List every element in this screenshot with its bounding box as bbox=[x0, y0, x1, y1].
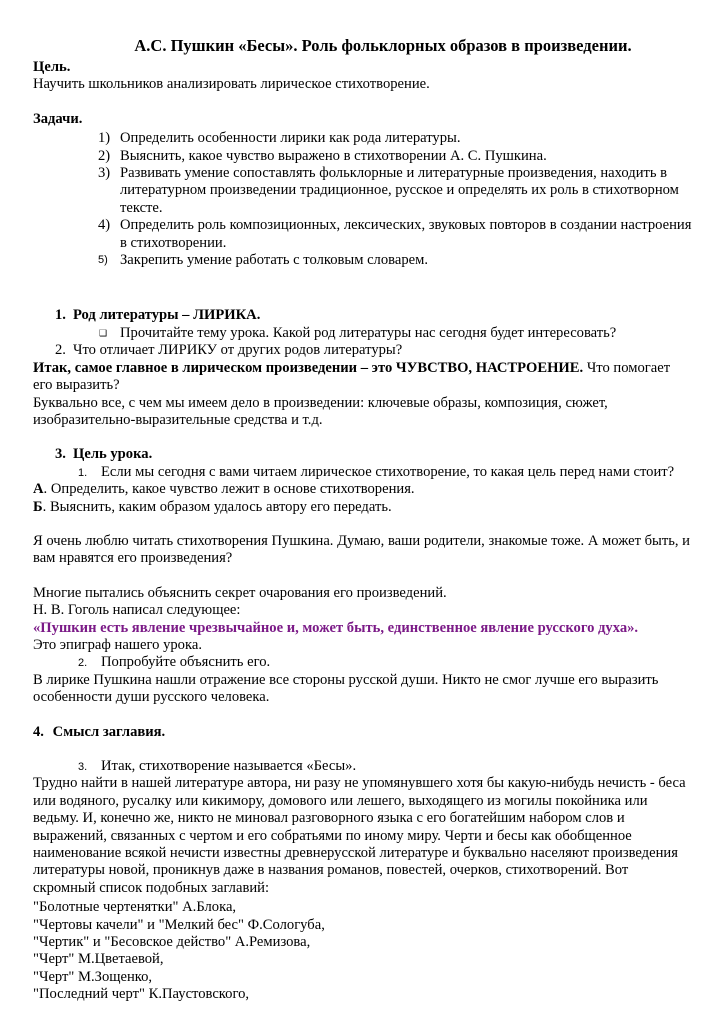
checkbox-bullet-icon: ❑ bbox=[99, 327, 108, 338]
goal-label: Цель. bbox=[33, 59, 71, 75]
section-4-question-3 bbox=[33, 758, 693, 775]
bullet-text: Прочитайте тему урока. Какой род литературы нас сегодня будет интересовать? bbox=[120, 324, 617, 341]
question-text: Что отличает ЛИРИКУ от других родов литературы? bbox=[73, 342, 403, 359]
list-item: "Черт" М.Зощенко, bbox=[33, 968, 153, 985]
document-page bbox=[33, 36, 693, 1004]
task-text: Определить особенности лирики как рода литературы. bbox=[120, 130, 461, 147]
task-text: Закрепить умение работать с толковым словарем. bbox=[120, 252, 428, 269]
section-1-heading bbox=[33, 307, 693, 324]
task-number: 4) bbox=[98, 217, 111, 234]
question-number: 2. bbox=[78, 657, 88, 670]
tasks-label: Задачи. bbox=[33, 110, 83, 127]
section-title: Смысл заглавия. bbox=[52, 723, 166, 740]
section-1-bullet bbox=[33, 325, 693, 342]
section-4-heading bbox=[33, 724, 693, 741]
section-1-paragraph: Буквально все, с чем мы имеем дело в произведении: ключевые образы, композиция, сюжет, изобразительно-выразительные средства и т.д. bbox=[33, 394, 608, 428]
section-number: 4. bbox=[33, 723, 44, 740]
section-1-question bbox=[33, 342, 693, 359]
section-3-paragraph-2: Многие пытались объяснить секрет очарования его произведений. bbox=[33, 584, 447, 601]
task-text: Развивать умение сопоставлять фольклорные и литературные произведения, находить в литературном произведении традиционное, русское и определять их роль в стихотворном тексте. bbox=[120, 165, 679, 216]
section-3-heading bbox=[33, 446, 693, 463]
goal-a-text: . Определить, какое чувство лежит в основе стихотворения. bbox=[43, 481, 415, 498]
question-text: Итак, стихотворение называется «Бесы». bbox=[101, 758, 357, 774]
list-item: "Последний черт" К.Паустовского, bbox=[33, 986, 250, 1003]
gogol-line: Н. В. Гоголь написал следующее: bbox=[33, 602, 241, 619]
question-number: 3. bbox=[78, 761, 88, 773]
title-list bbox=[33, 899, 693, 1003]
conclusion-bold: Итак, самое главное в лирическом произведении – это ЧУВСТВО, НАСТРОЕНИЕ. bbox=[33, 359, 584, 376]
goal-a-label: А bbox=[33, 481, 44, 498]
tasks-list bbox=[33, 130, 693, 269]
goal-b bbox=[33, 499, 693, 516]
gogol-quote: «Пушкин есть явление чрезвычайное и, может быть, единственное явление русского духа». bbox=[33, 619, 639, 636]
goal-b-label: Б bbox=[33, 498, 43, 515]
task-item bbox=[33, 130, 693, 147]
list-item: "Чертовы качели" и "Мелкий бес" Ф.Сологуба, bbox=[33, 916, 325, 933]
epigraph-line: Это эпиграф нашего урока. bbox=[33, 636, 202, 653]
question-text: Если мы сегодня с вами читаем лирическое стихотворение, то какая цель перед нами стоит? bbox=[101, 463, 675, 480]
section-title: Цель урока. bbox=[73, 446, 153, 463]
task-number: 3) bbox=[98, 165, 111, 182]
section-3-question-1 bbox=[33, 464, 693, 481]
task-text: Выяснить, какое чувство выражено в стихотворении А. С. Пушкина. bbox=[120, 147, 547, 164]
section-number: 3. bbox=[55, 446, 66, 463]
task-number: 2) bbox=[98, 147, 111, 164]
task-item bbox=[33, 165, 693, 217]
section-1-conclusion bbox=[33, 360, 693, 395]
section-3-paragraph-1: Я очень люблю читать стихотворения Пушкина. Думаю, ваши родители, знакомые тоже. А может быть, и вам нравятся его произведения? bbox=[33, 532, 690, 567]
question-number: 2. bbox=[55, 342, 66, 359]
list-item: "Черт" М.Цветаевой, bbox=[33, 951, 164, 968]
question-text: Попробуйте объяснить его. bbox=[101, 654, 271, 671]
conclusion-tail: Что помогает его выразить? bbox=[33, 359, 671, 394]
task-item bbox=[33, 148, 693, 165]
task-item bbox=[33, 217, 693, 252]
goal-a bbox=[33, 481, 693, 498]
section-3-paragraph-3: В лирике Пушкина нашли отражение все стороны русской души. Никто не смог лучше его выразить особенности души русского человека. bbox=[33, 671, 659, 706]
list-item: "Чертик" и "Бесовское действо" А.Ремизова, bbox=[33, 934, 311, 951]
goal-b-text: . Выяснить, каким образом удалось автору его передать. bbox=[42, 498, 392, 515]
section-number: 1. bbox=[55, 307, 66, 324]
task-item bbox=[33, 252, 693, 269]
section-title: Род литературы – ЛИРИКА. bbox=[73, 307, 261, 324]
task-text: Определить роль композиционных, лексических, звуковых повторов в создании настроения в стихотворении. bbox=[120, 217, 692, 251]
task-number: 5) bbox=[98, 254, 108, 267]
list-item: "Болотные чертенятки" А.Блока, bbox=[33, 899, 237, 916]
goal-text: Научить школьников анализировать лирическое стихотворение. bbox=[33, 76, 430, 93]
section-3-question-2 bbox=[33, 654, 693, 671]
question-number: 1. bbox=[78, 466, 88, 479]
task-number: 1) bbox=[98, 130, 111, 147]
page-title: А.С. Пушкин «Бесы». Роль фольклорных образов в произведении. bbox=[134, 36, 632, 55]
section-4-paragraph: Трудно найти в нашей литературе автора, ни разу не упомянувшего хотя бы какую-нибудь нечисть - беса или водяного, русалку или кикимору, домового или лешего, выходящего из могилы покойника или ведьму. И, конечно же, никто не миновал разговорного языка с его богатейшим набором слов и выражений, связанных с чертом и его собратьями по иному миру. Черти и бесы как обобщенное наименование всякой нечисти известны древнерусской литературе и буквально населяют произведения литературы новой, проникнув даже в названия романов, повестей, очерков, стихотворений. Вот скромный список подобных заглавий: bbox=[33, 775, 686, 896]
